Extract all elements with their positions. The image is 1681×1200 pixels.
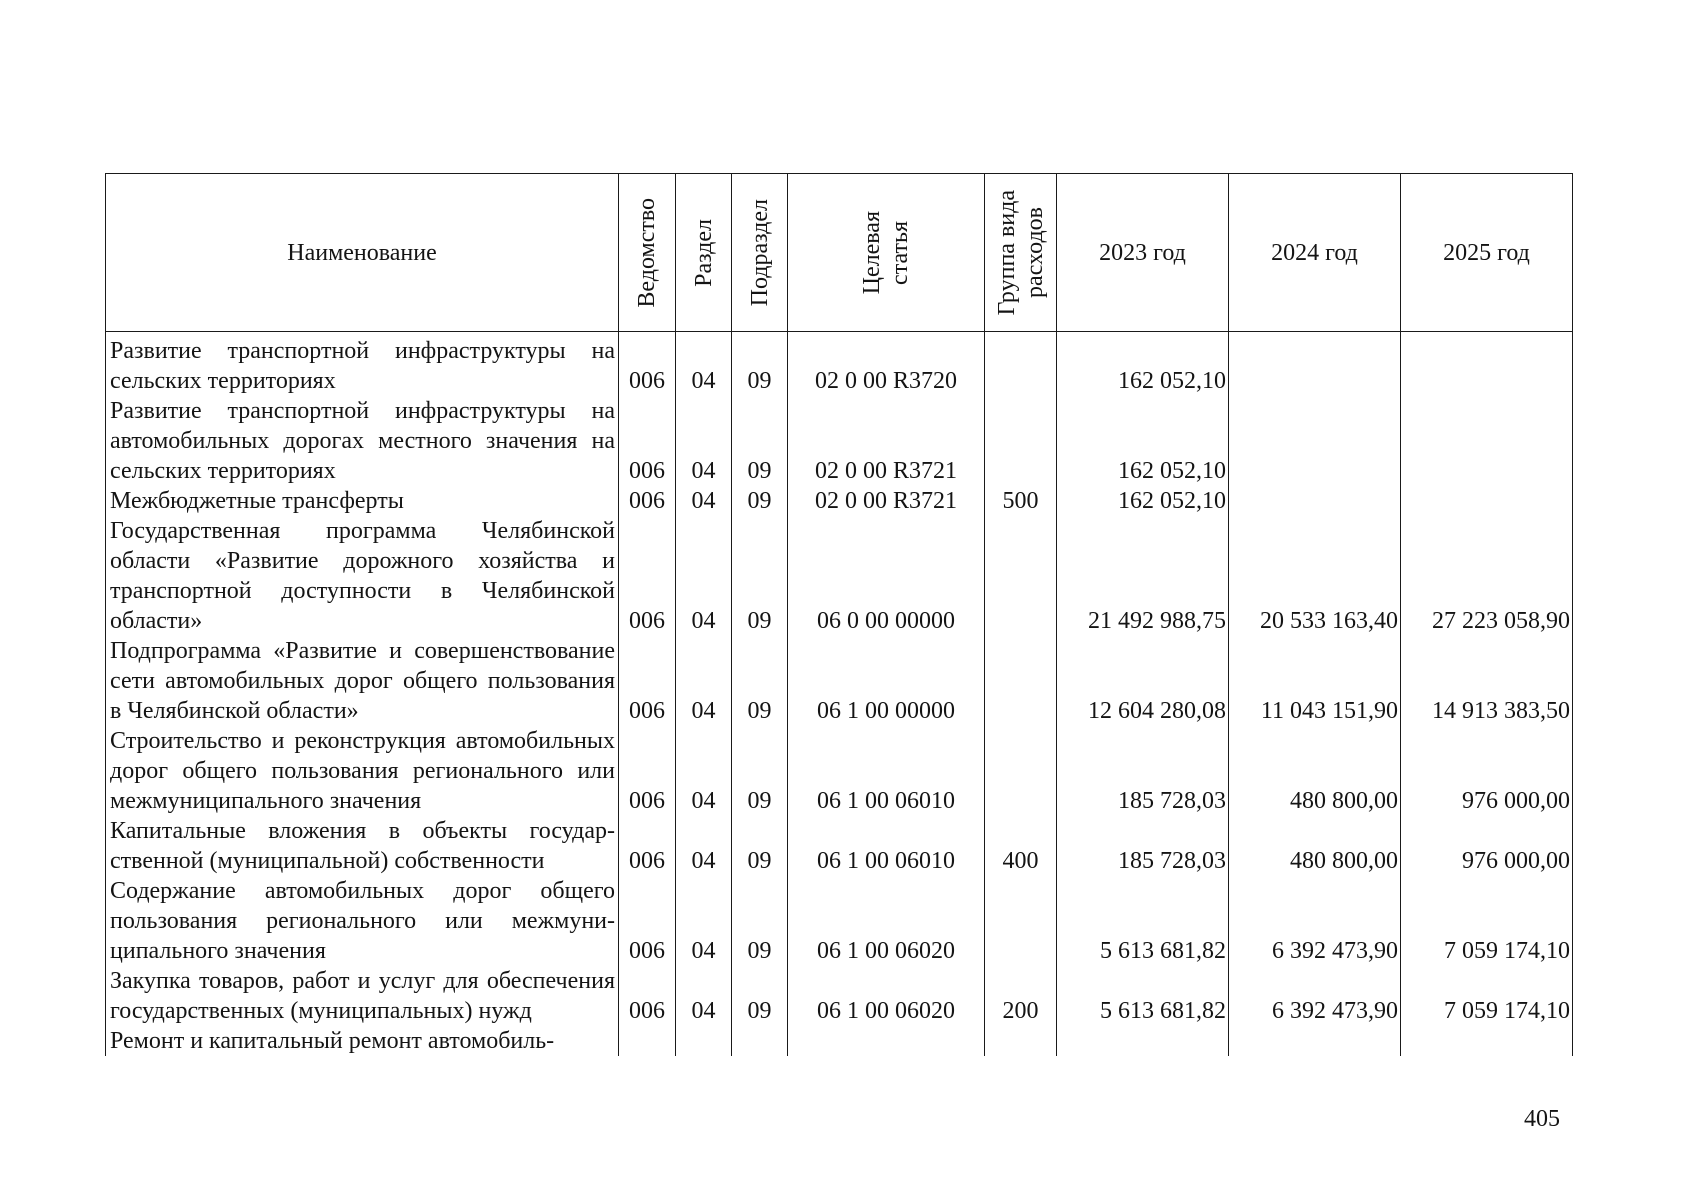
cell-vedomstvo: 006 <box>619 516 676 636</box>
cell-razdel: 04 <box>676 816 732 876</box>
cell-gruppa-vida-rashodov: 500 <box>985 486 1057 516</box>
cell-name: Государственная программа Челябинской области «Развитие дорожного хозяйства и транспортной доступности в Челябинской области» <box>106 516 619 636</box>
cell-vedomstvo: 006 <box>619 396 676 486</box>
cell-2025: 7 059 174,10 <box>1401 876 1573 966</box>
cell-2024: 20 533 163,40 <box>1229 516 1401 636</box>
cell-2023 <box>1057 1026 1229 1056</box>
header-razdel-label: Раздел <box>690 218 717 287</box>
cell-vedomstvo: 006 <box>619 876 676 966</box>
header-vedomstvo-label: Ведомство <box>634 197 660 308</box>
cell-2025: 7 059 174,10 <box>1401 966 1573 1026</box>
cell-vedomstvo: 006 <box>619 816 676 876</box>
cell-2024: 480 800,00 <box>1229 816 1401 876</box>
cell-2023: 185 728,03 <box>1057 816 1229 876</box>
cell-podrazdel: 09 <box>732 516 788 636</box>
cell-2024: 480 800,00 <box>1229 726 1401 816</box>
cell-gruppa-vida-rashodov <box>985 636 1057 726</box>
table-row <box>106 876 1573 966</box>
header-vedomstvo <box>619 174 676 332</box>
cell-2025: 976 000,00 <box>1401 816 1573 876</box>
cell-podrazdel: 09 <box>732 726 788 816</box>
table-row <box>106 332 1573 397</box>
cell-vedomstvo <box>619 1026 676 1056</box>
budget-table <box>105 173 1573 1056</box>
cell-2023: 21 492 988,75 <box>1057 516 1229 636</box>
cell-2024 <box>1229 396 1401 486</box>
cell-podrazdel: 09 <box>732 876 788 966</box>
cell-podrazdel: 09 <box>732 332 788 397</box>
header-razdel <box>676 174 732 332</box>
cell-gruppa-vida-rashodov <box>985 332 1057 397</box>
cell-2025 <box>1401 1026 1573 1056</box>
cell-celevaya-statya: 02 0 00 R3720 <box>788 332 985 397</box>
cell-name: Ремонт и капитальный ремонт автомобиль- <box>106 1026 619 1056</box>
header-celevaya-line2: статья <box>887 220 913 285</box>
cell-celevaya-statya: 06 1 00 06020 <box>788 966 985 1026</box>
cell-2024: 6 392 473,90 <box>1229 876 1401 966</box>
cell-vedomstvo: 006 <box>619 332 676 397</box>
cell-gruppa-vida-rashodov <box>985 1026 1057 1056</box>
cell-podrazdel: 09 <box>732 636 788 726</box>
header-year-2024: 2024 год <box>1229 174 1401 332</box>
table-body <box>106 332 1573 1057</box>
cell-2025: 14 913 383,50 <box>1401 636 1573 726</box>
cell-celevaya-statya: 06 1 00 00000 <box>788 636 985 726</box>
cell-razdel: 04 <box>676 726 732 816</box>
table-row <box>106 1026 1573 1056</box>
header-year-2023: 2023 год <box>1057 174 1229 332</box>
cell-celevaya-statya <box>788 1026 985 1056</box>
table-row <box>106 396 1573 486</box>
cell-razdel: 04 <box>676 332 732 397</box>
cell-podrazdel: 09 <box>732 966 788 1026</box>
cell-gruppa-vida-rashodov: 200 <box>985 966 1057 1026</box>
header-name: Наименование <box>106 174 619 332</box>
cell-name: Закупка товаров, работ и услуг для обеспечения государственных (муниципальных) нужд <box>106 966 619 1026</box>
table-row <box>106 486 1573 516</box>
cell-celevaya-statya: 02 0 00 R3721 <box>788 396 985 486</box>
cell-2023: 5 613 681,82 <box>1057 876 1229 966</box>
cell-gruppa-vida-rashodov: 400 <box>985 816 1057 876</box>
cell-2025: 27 223 058,90 <box>1401 516 1573 636</box>
cell-2025 <box>1401 332 1573 397</box>
cell-razdel: 04 <box>676 486 732 516</box>
cell-name: Межбюджетные трансферты <box>106 486 619 516</box>
cell-vedomstvo: 006 <box>619 966 676 1026</box>
cell-2025 <box>1401 486 1573 516</box>
cell-razdel: 04 <box>676 396 732 486</box>
cell-2024 <box>1229 332 1401 397</box>
cell-name: Капитальные вложения в объекты государственной (муниципальной) собственности <box>106 816 619 876</box>
cell-2023: 185 728,03 <box>1057 726 1229 816</box>
cell-celevaya-statya: 02 0 00 R3721 <box>788 486 985 516</box>
cell-name: Строительство и реконструкция автомобильных дорог общего пользования регионального или межмуниципального значения <box>106 726 619 816</box>
header-year-2025: 2025 год <box>1401 174 1573 332</box>
page-number: 405 <box>1524 1106 1560 1132</box>
cell-celevaya-statya: 06 1 00 06010 <box>788 726 985 816</box>
cell-2023: 162 052,10 <box>1057 396 1229 486</box>
cell-2023: 162 052,10 <box>1057 486 1229 516</box>
cell-2024 <box>1229 486 1401 516</box>
header-celevaya-line1: Целевая <box>859 210 885 295</box>
cell-razdel: 04 <box>676 516 732 636</box>
cell-2024: 11 043 151,90 <box>1229 636 1401 726</box>
cell-podrazdel <box>732 1026 788 1056</box>
cell-gruppa-vida-rashodov <box>985 726 1057 816</box>
cell-razdel: 04 <box>676 966 732 1026</box>
cell-vedomstvo: 006 <box>619 486 676 516</box>
table-row <box>106 516 1573 636</box>
table-row <box>106 636 1573 726</box>
cell-celevaya-statya: 06 1 00 06020 <box>788 876 985 966</box>
cell-razdel: 04 <box>676 876 732 966</box>
header-podrazdel-label: Подраздел <box>746 198 773 307</box>
cell-celevaya-statya: 06 0 00 00000 <box>788 516 985 636</box>
cell-podrazdel: 09 <box>732 816 788 876</box>
header-gruppa-line2: расходов <box>1021 207 1048 298</box>
cell-name: Развитие транспортной инфраструктуры на сельских территориях <box>106 332 619 397</box>
cell-name: Подпрограмма «Развитие и совершенствование сети автомобильных дорог общего пользования в Челябинской области» <box>106 636 619 726</box>
cell-2025: 976 000,00 <box>1401 726 1573 816</box>
cell-podrazdel: 09 <box>732 486 788 516</box>
table-row <box>106 966 1573 1026</box>
cell-2025 <box>1401 396 1573 486</box>
cell-name: Содержание автомобильных дорог общего пользования регионального или межмуниципального значения <box>106 876 619 966</box>
cell-name: Развитие транспортной инфраструктуры на автомобильных дорогах местного значения на сельских территориях <box>106 396 619 486</box>
header-gruppa-line1: Группа вида <box>993 189 1020 316</box>
header-celevaya-statya <box>788 174 985 332</box>
cell-2024 <box>1229 1026 1401 1056</box>
cell-2023: 12 604 280,08 <box>1057 636 1229 726</box>
table-header-row <box>106 174 1573 332</box>
cell-2023: 162 052,10 <box>1057 332 1229 397</box>
cell-2023: 5 613 681,82 <box>1057 966 1229 1026</box>
table-row <box>106 726 1573 816</box>
cell-gruppa-vida-rashodov <box>985 876 1057 966</box>
cell-2024: 6 392 473,90 <box>1229 966 1401 1026</box>
cell-podrazdel: 09 <box>732 396 788 486</box>
cell-gruppa-vida-rashodov <box>985 396 1057 486</box>
header-podrazdel <box>732 174 788 332</box>
cell-vedomstvo: 006 <box>619 636 676 726</box>
table-row <box>106 816 1573 876</box>
header-gruppa-vida-rashodov <box>985 174 1057 332</box>
cell-razdel <box>676 1026 732 1056</box>
cell-gruppa-vida-rashodov <box>985 516 1057 636</box>
cell-razdel: 04 <box>676 636 732 726</box>
cell-celevaya-statya: 06 1 00 06010 <box>788 816 985 876</box>
cell-vedomstvo: 006 <box>619 726 676 816</box>
